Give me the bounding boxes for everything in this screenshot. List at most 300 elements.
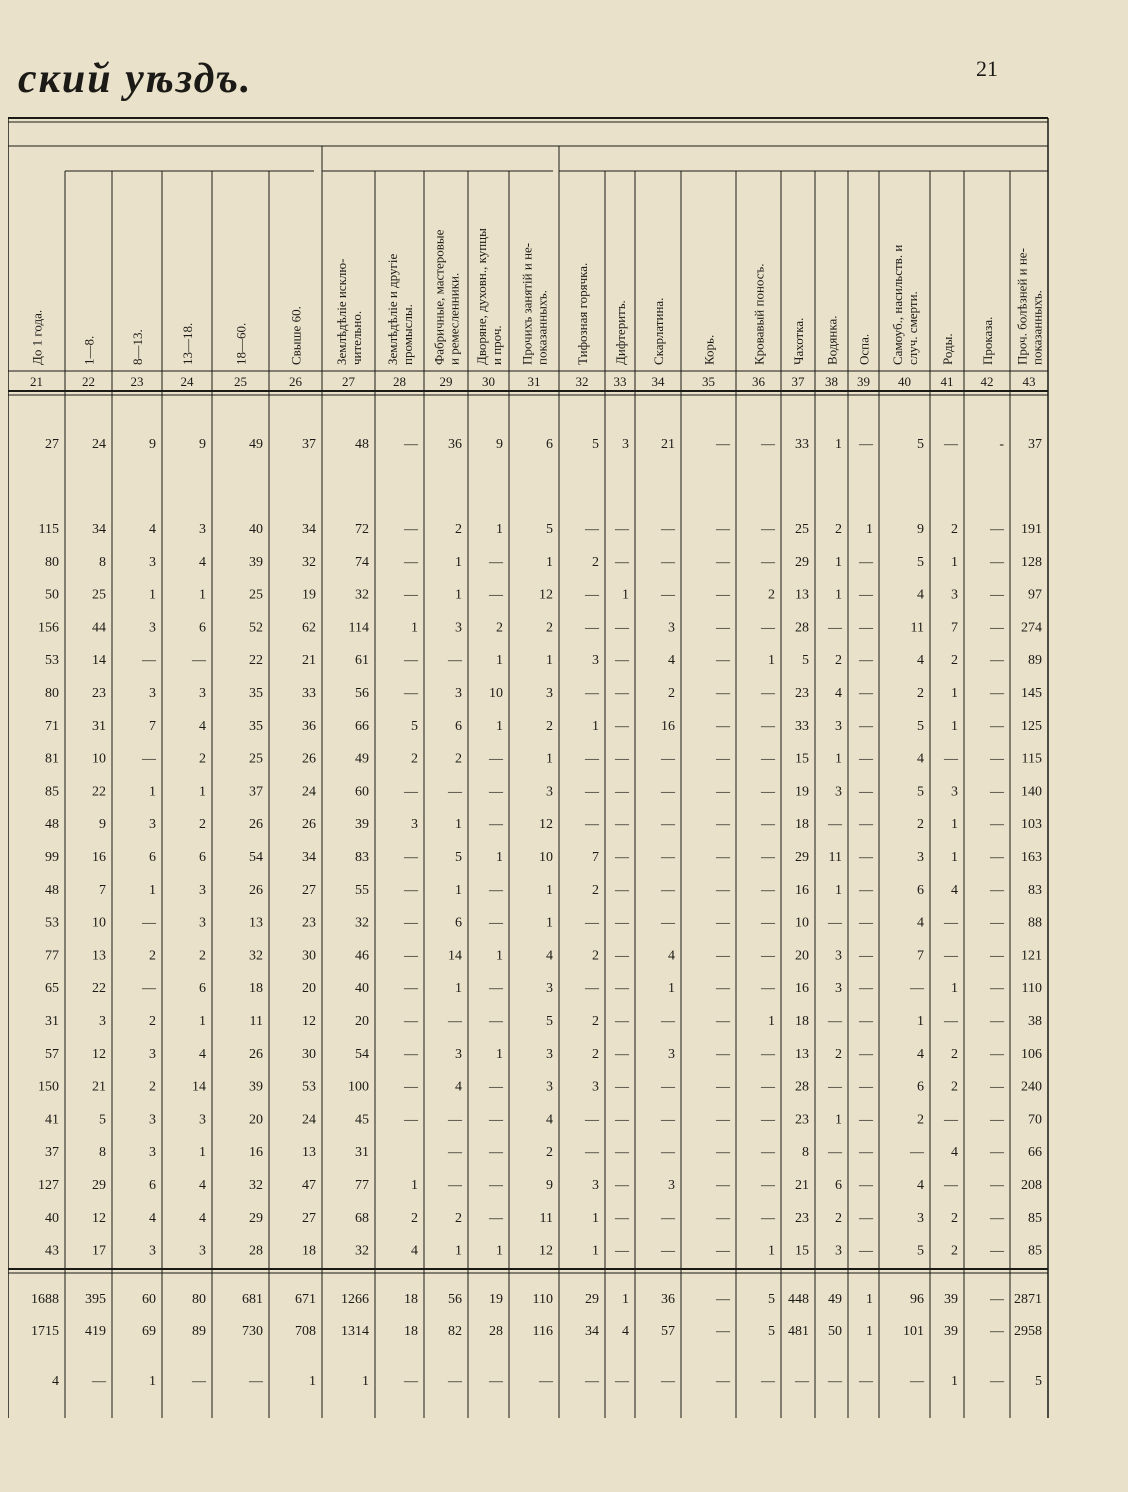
table-cell: — [716, 554, 730, 570]
table-cell: — [585, 1112, 599, 1128]
table-cell: 3 [149, 1145, 156, 1161]
table-cell: 9 [99, 817, 106, 833]
column-label-29: Фабричные, мастеровые [431, 229, 447, 365]
table-cell: 2 [199, 817, 206, 833]
table-cell: — [944, 1178, 958, 1193]
table-cell: — [859, 948, 873, 964]
table-cell: 28 [249, 1243, 263, 1259]
table-cell: 24 [92, 437, 106, 452]
table-cell: 20 [302, 981, 316, 997]
table-cell: — [859, 1112, 873, 1128]
table-cell: 10 [539, 850, 553, 865]
table-cell: 36 [302, 718, 316, 734]
table-cell: 99 [45, 850, 59, 865]
table-cell: 4 [199, 1046, 206, 1062]
table-cell: 1 [496, 850, 503, 865]
table-cell: — [716, 1079, 730, 1095]
table-cell: 2 [592, 554, 599, 570]
table-cell: 34 [302, 850, 316, 865]
table-cell: — [761, 1112, 775, 1128]
table-cell: — [489, 1112, 503, 1128]
table-cell: 32 [249, 1178, 263, 1193]
table-cell: — [716, 1145, 730, 1161]
table-cell: — [990, 850, 1004, 865]
table-cell: 10 [489, 686, 503, 701]
table-cell: — [615, 817, 629, 833]
table-cell: 20 [795, 948, 809, 964]
table-cell: 121 [1021, 948, 1042, 964]
table-cell: 6 [835, 1178, 842, 1193]
table-cell: 11 [828, 850, 842, 865]
table-cell: 28 [795, 620, 809, 636]
total-cell: 39 [944, 1324, 958, 1339]
table-cell: 29 [795, 554, 809, 570]
total-cell: 730 [242, 1324, 263, 1339]
table-cell: 5 [455, 850, 462, 865]
table-cell: — [661, 1112, 675, 1128]
table-cell: 54 [355, 1046, 369, 1062]
total-cell: 681 [242, 1292, 263, 1307]
table-cell: — [716, 437, 730, 452]
table-cell: 18 [795, 817, 809, 833]
table-cell: 4 [668, 948, 675, 964]
table-cell: 1 [496, 948, 503, 964]
total-cell: — [990, 1292, 1004, 1307]
table-cell: — [910, 981, 924, 997]
total-cell: 96 [910, 1292, 924, 1307]
table-cell: 52 [249, 620, 263, 636]
table-cell: 26 [249, 882, 263, 898]
table-cell: 15 [795, 1243, 809, 1259]
total-cell: 4 [622, 1324, 629, 1339]
table-cell: 4 [917, 1178, 924, 1193]
table-cell: — [716, 686, 730, 701]
table-cell: — [404, 1014, 418, 1029]
table-cell: 23 [92, 686, 106, 701]
table-cell: 3 [199, 915, 206, 931]
table-cell: 4 [199, 718, 206, 734]
table-cell: — [716, 718, 730, 734]
table-cell: 1 [622, 587, 629, 603]
table-cell: 31 [355, 1145, 369, 1161]
table-cell: — [615, 1210, 629, 1226]
table-cell: 5 [592, 437, 599, 452]
total-cell: 1314 [341, 1324, 369, 1339]
table-cell: 1 [835, 882, 842, 898]
table-cell: 88 [1028, 915, 1042, 931]
table-cell: 48 [355, 437, 369, 452]
page-number: 21 [976, 56, 998, 81]
table-cell: 4 [199, 1178, 206, 1193]
table-cell: 12 [539, 1243, 553, 1259]
table-cell: 114 [348, 620, 369, 636]
table-cell: 1 [835, 751, 842, 767]
table-cell: 128 [1021, 554, 1042, 570]
table-cell: 3 [546, 1079, 553, 1095]
table-cell: 3 [592, 1079, 599, 1095]
table-cell: 4 [668, 653, 675, 669]
table-cell: 23 [795, 1112, 809, 1128]
table-cell: 71 [45, 718, 59, 734]
table-cell: 35 [249, 686, 263, 701]
table-cell: — [142, 981, 156, 997]
table-cell: 70 [1028, 1112, 1042, 1128]
table-cell: 140 [1021, 784, 1042, 800]
column-number-40: 40 [898, 374, 911, 389]
table-cell: 5 [99, 1112, 106, 1128]
table-cell: — [404, 915, 418, 931]
table-cell: — [716, 948, 730, 964]
table-cell: — [990, 653, 1004, 669]
total-cell: 29 [585, 1292, 599, 1307]
table-cell: 13 [795, 587, 809, 603]
table-cell: 35 [249, 718, 263, 734]
total-cell: 101 [903, 1324, 924, 1339]
column-number-43: 43 [1022, 374, 1036, 389]
table-cell: 1 [149, 882, 156, 898]
table-cell: 3 [951, 784, 958, 800]
table-cell: 18 [302, 1243, 316, 1259]
table-cell: — [192, 653, 206, 669]
table-cell: 56 [355, 686, 369, 701]
table-cell: 32 [249, 948, 263, 964]
table-cell: — [859, 554, 873, 570]
table-cell: 18 [249, 981, 263, 997]
table-cell: — [585, 784, 599, 800]
column-label-27: чительно. [349, 310, 364, 365]
table-cell: — [716, 751, 730, 767]
table-cell: 5 [917, 1243, 924, 1259]
table-cell: — [404, 1046, 418, 1062]
table-cell: 49 [355, 751, 369, 767]
table-cell: 3 [546, 784, 553, 800]
total-cell: 4 [52, 1374, 59, 1389]
table-cell: 2 [592, 1046, 599, 1062]
table-cell: 3 [835, 948, 842, 964]
table-cell: 19 [795, 784, 809, 800]
table-cell: 13 [302, 1145, 316, 1161]
table-cell: 3 [546, 981, 553, 997]
column-label-42: Проказа. [980, 316, 995, 365]
table-cell: 27 [45, 437, 59, 452]
table-cell: 25 [249, 587, 263, 603]
table-cell: 16 [249, 1145, 263, 1161]
table-cell: 2 [455, 1210, 462, 1226]
table-cell: — [615, 1079, 629, 1095]
total-cell: 2871 [1014, 1292, 1042, 1307]
total-cell: 419 [85, 1324, 106, 1339]
table-cell: — [761, 1178, 775, 1193]
column-number-33: 33 [613, 374, 627, 389]
table-cell: — [404, 437, 418, 452]
table-cell: — [859, 653, 873, 669]
column-label-26: Свыше 60. [288, 306, 304, 365]
table-cell: 60 [355, 784, 369, 800]
table-cell: 83 [355, 850, 369, 865]
total-cell: 671 [295, 1292, 316, 1307]
table-cell: 1 [835, 554, 842, 570]
table-cell: 46 [355, 948, 369, 964]
table-cell: — [944, 1112, 958, 1128]
table-cell: — [859, 1145, 873, 1161]
table-cell: 55 [355, 882, 369, 898]
table-cell: 1 [768, 1243, 775, 1259]
table-cell: 2 [668, 686, 675, 701]
table-cell: 3 [149, 620, 156, 636]
table-cell: — [661, 817, 675, 833]
table-cell: — [404, 784, 418, 800]
table-cell: 191 [1021, 522, 1042, 537]
table-cell: 3 [149, 686, 156, 701]
table-cell: 2 [149, 1079, 156, 1095]
mortality-table [8, 113, 1058, 1433]
table-cell: — [615, 620, 629, 636]
table-cell: 1 [455, 554, 462, 570]
table-cell: 3 [592, 653, 599, 669]
table-cell: 2 [199, 751, 206, 767]
total-cell: 395 [85, 1292, 106, 1307]
table-cell: — [761, 1210, 775, 1226]
column-number-26: 26 [289, 374, 302, 389]
table-cell: — [828, 620, 842, 636]
table-cell: — [761, 915, 775, 931]
table-cell: 4 [917, 915, 924, 931]
table-cell: 125 [1021, 718, 1042, 734]
table-cell: 1 [951, 554, 958, 570]
table-cell: 11 [539, 1210, 553, 1226]
table-cell: 37 [45, 1145, 59, 1161]
table-cell: 11 [249, 1014, 263, 1029]
total-cell: — [716, 1292, 730, 1307]
table-cell: 3 [546, 1046, 553, 1062]
total-cell: 89 [192, 1324, 206, 1339]
table-cell: 3 [917, 850, 924, 865]
table-cell: — [142, 751, 156, 767]
table-cell: 6 [199, 850, 206, 865]
table-cell: — [859, 915, 873, 931]
total-cell: 448 [788, 1292, 809, 1307]
table-cell: 100 [348, 1079, 369, 1095]
column-label-32: Тифозная горячка. [575, 262, 590, 365]
table-cell: 4 [917, 587, 924, 603]
column-label-40: Самоуб., насильств. и [890, 244, 905, 365]
total-cell: 1 [866, 1324, 873, 1339]
table-cell: — [489, 1079, 503, 1095]
column-label-40: случ. смерти. [905, 291, 920, 365]
table-cell: — [585, 981, 599, 997]
table-cell: 16 [661, 718, 675, 734]
table-cell: 2 [835, 522, 842, 537]
table-cell: — [585, 1145, 599, 1161]
table-cell: — [661, 784, 675, 800]
table-cell: — [761, 948, 775, 964]
table-cell: 3 [411, 817, 418, 833]
table-cell: — [761, 817, 775, 833]
table-cell: 3 [835, 718, 842, 734]
total-cell: 2958 [1014, 1324, 1042, 1339]
table-cell: 2 [592, 1014, 599, 1029]
table-cell: 1 [199, 784, 206, 800]
table-cell: — [990, 1243, 1004, 1259]
table-cell: 9 [199, 437, 206, 452]
table-cell: 3 [199, 1112, 206, 1128]
table-cell: — [661, 882, 675, 898]
table-cell: — [828, 1079, 842, 1095]
table-cell: 14 [448, 948, 462, 964]
total-cell: 1688 [31, 1292, 59, 1307]
table-cell: 115 [1021, 751, 1042, 767]
table-cell: 16 [795, 981, 809, 997]
table-cell: — [990, 981, 1004, 997]
table-cell: 163 [1021, 850, 1042, 865]
table-cell: 1 [496, 718, 503, 734]
table-cell: 3 [835, 981, 842, 997]
table-cell: — [828, 1014, 842, 1029]
table-cell: 39 [249, 1079, 263, 1095]
column-number-37: 37 [791, 374, 805, 389]
table-cell: — [661, 1014, 675, 1029]
table-cell: 14 [92, 653, 106, 669]
table-cell: — [615, 1014, 629, 1029]
table-cell: 1 [592, 1210, 599, 1226]
table-cell: — [761, 437, 775, 452]
table-cell: — [661, 751, 675, 767]
table-cell: — [990, 882, 1004, 898]
column-number-31: 31 [527, 374, 541, 389]
table-cell: 2 [411, 751, 418, 767]
table-cell: 3 [455, 620, 462, 636]
table-cell: 24 [302, 784, 316, 800]
column-number-28: 28 [393, 374, 406, 389]
column-label-28: Землѣдѣліе и другіе [385, 253, 400, 365]
table-cell: 6 [455, 718, 462, 734]
column-label-35: Корь. [701, 334, 717, 365]
table-cell: — [615, 554, 629, 570]
table-cell: — [859, 882, 873, 898]
table-cell: 9 [149, 437, 156, 452]
table-cell: — [489, 1210, 503, 1226]
table-cell: — [859, 981, 873, 997]
table-cell: 3 [546, 686, 553, 701]
table-cell: — [716, 1046, 730, 1062]
total-cell: 82 [448, 1324, 462, 1339]
table-cell: — [615, 784, 629, 800]
table-cell: 3 [917, 1210, 924, 1226]
page-header [0, 0, 1128, 110]
total-cell: 1 [309, 1374, 316, 1389]
total-cell: 19 [489, 1292, 503, 1307]
table-cell: — [828, 817, 842, 833]
table-cell: 25 [249, 751, 263, 767]
table-cell: — [404, 554, 418, 570]
table-cell: 1 [546, 882, 553, 898]
table-cell: 150 [38, 1079, 59, 1095]
table-cell: 4 [199, 1210, 206, 1226]
table-cell: — [615, 751, 629, 767]
table-cell: 25 [795, 522, 809, 537]
table-cell: 37 [1028, 437, 1042, 452]
table-cell: — [661, 850, 675, 865]
table-cell: 1 [496, 653, 503, 669]
table-cell: 3 [835, 1243, 842, 1259]
table-cell: — [615, 1145, 629, 1161]
table-cell: 1 [835, 1112, 842, 1128]
table-cell: — [404, 522, 418, 537]
table-cell: 57 [45, 1046, 59, 1062]
table-cell: — [615, 1112, 629, 1128]
table-cell: 37 [249, 784, 263, 800]
table-cell: 21 [92, 1079, 106, 1095]
table-cell: — [615, 915, 629, 931]
table-cell: 1 [866, 522, 873, 537]
table-cell: 2 [149, 1014, 156, 1029]
table-cell: 32 [355, 587, 369, 603]
total-cell: — [761, 1374, 775, 1389]
total-cell: 18 [404, 1324, 418, 1339]
table-cell: — [859, 850, 873, 865]
column-label-31: Прочихъ занятій и не- [519, 242, 535, 365]
total-cell: 39 [944, 1292, 958, 1307]
table-cell: — [448, 653, 462, 669]
table-cell: 8 [99, 554, 106, 570]
table-cell: — [661, 554, 675, 570]
table-cell: — [859, 718, 873, 734]
table-cell: — [761, 1079, 775, 1095]
table-cell: 13 [92, 948, 106, 964]
table-cell: 1 [668, 981, 675, 997]
total-cell: 1715 [31, 1324, 59, 1339]
table-cell: — [615, 882, 629, 898]
table-cell: 85 [45, 784, 59, 800]
table-cell: 5 [411, 718, 418, 734]
column-label-22: 1—8. [81, 335, 97, 365]
table-cell: — [761, 784, 775, 800]
table-cell: — [859, 587, 873, 603]
table-cell: 2 [951, 522, 958, 537]
table-cell: 74 [355, 554, 369, 570]
table-cell: 1 [149, 784, 156, 800]
table-cell: 47 [302, 1178, 316, 1193]
table-cell: — [990, 915, 1004, 931]
table-cell: — [944, 1014, 958, 1029]
table-cell: — [142, 653, 156, 669]
table-cell: 30 [302, 1046, 316, 1062]
table-cell: — [859, 1178, 873, 1193]
table-cell: 16 [92, 850, 106, 865]
table-cell: — [404, 981, 418, 997]
table-cell: 26 [249, 1046, 263, 1062]
table-cell: 3 [455, 686, 462, 701]
total-cell: 5 [768, 1292, 775, 1307]
table-cell: 27 [302, 882, 316, 898]
table-cell: 274 [1021, 620, 1042, 636]
table-cell: — [990, 587, 1004, 603]
table-cell: 97 [1028, 587, 1042, 603]
table-cell: 5 [917, 784, 924, 800]
column-label-27: Землѣдѣліе исклю- [334, 258, 349, 365]
table-cell: — [489, 1145, 503, 1161]
table-cell: — [761, 751, 775, 767]
table-cell: — [990, 784, 1004, 800]
table-cell: — [716, 850, 730, 865]
table-cell: — [761, 686, 775, 701]
total-cell: 1 [866, 1292, 873, 1307]
table-cell: 3 [199, 686, 206, 701]
table-cell: 1 [411, 620, 418, 636]
table-cell: — [944, 437, 958, 452]
table-cell: 2 [917, 686, 924, 701]
table-cell: — [761, 554, 775, 570]
